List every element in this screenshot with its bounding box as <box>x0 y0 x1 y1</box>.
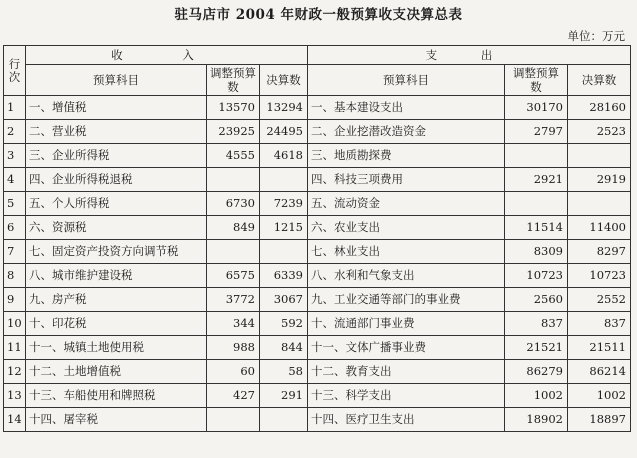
income-item: 四、企业所得税退税 <box>26 168 207 192</box>
exp-adjusted: 837 <box>505 312 568 336</box>
row-no: 4 <box>4 168 26 192</box>
income-final: 1215 <box>260 216 308 240</box>
exp-final: 86214 <box>568 360 631 384</box>
income-final <box>260 240 308 264</box>
header-row-no: 行次 <box>4 46 26 96</box>
income-final: 24495 <box>260 120 308 144</box>
exp-adjusted: 1002 <box>505 384 568 408</box>
exp-final: 2523 <box>568 120 631 144</box>
table-header <box>4 46 631 96</box>
header-expenditure: 支 出 <box>308 46 631 65</box>
income-final <box>260 408 308 432</box>
header-income-item: 预算科目 <box>26 65 207 96</box>
exp-item: 十、流通部门事业费 <box>308 312 505 336</box>
income-item: 二、营业税 <box>26 120 207 144</box>
exp-final: 18897 <box>568 408 631 432</box>
income-adjusted <box>207 408 260 432</box>
exp-item: 二、企业挖潜改造资金 <box>308 120 505 144</box>
income-final <box>260 168 308 192</box>
income-adjusted: 6730 <box>207 192 260 216</box>
row-no: 1 <box>4 96 26 120</box>
row-no: 8 <box>4 264 26 288</box>
row-no: 12 <box>4 360 26 384</box>
income-adjusted: 60 <box>207 360 260 384</box>
unit-label: 单位：万元 <box>567 29 625 43</box>
exp-item: 五、流动资金 <box>308 192 505 216</box>
income-adjusted: 988 <box>207 336 260 360</box>
header-exp-final: 决算数 <box>568 65 631 96</box>
exp-final: 8297 <box>568 240 631 264</box>
exp-final: 10723 <box>568 264 631 288</box>
income-final: 844 <box>260 336 308 360</box>
exp-item: 十二、教育支出 <box>308 360 505 384</box>
row-no: 11 <box>4 336 26 360</box>
table-row <box>4 168 631 192</box>
exp-adjusted: 2921 <box>505 168 568 192</box>
income-item: 八、城市维护建设税 <box>26 264 207 288</box>
header-income: 收 入 <box>26 46 308 65</box>
page-title: 驻马店市 2004 年财政一般预算收支决算总表 <box>174 7 463 23</box>
exp-item: 七、林业支出 <box>308 240 505 264</box>
exp-adjusted: 2797 <box>505 120 568 144</box>
row-no: 14 <box>4 408 26 432</box>
income-final: 13294 <box>260 96 308 120</box>
exp-adjusted: 30170 <box>505 96 568 120</box>
income-final: 592 <box>260 312 308 336</box>
table-row <box>4 216 631 240</box>
exp-item: 三、地质勘探费 <box>308 144 505 168</box>
income-adjusted: 3772 <box>207 288 260 312</box>
income-final: 6339 <box>260 264 308 288</box>
exp-item: 十三、科学支出 <box>308 384 505 408</box>
row-no: 13 <box>4 384 26 408</box>
row-no: 5 <box>4 192 26 216</box>
exp-adjusted: 2560 <box>505 288 568 312</box>
table-row <box>4 120 631 144</box>
exp-final: 28160 <box>568 96 631 120</box>
row-no: 6 <box>4 216 26 240</box>
income-final: 4618 <box>260 144 308 168</box>
income-item: 六、资源税 <box>26 216 207 240</box>
income-final: 3067 <box>260 288 308 312</box>
income-final: 58 <box>260 360 308 384</box>
income-item: 九、房产税 <box>26 288 207 312</box>
income-item: 十四、屠宰税 <box>26 408 207 432</box>
table-row <box>4 312 631 336</box>
income-adjusted: 23925 <box>207 120 260 144</box>
row-no: 3 <box>4 144 26 168</box>
table-row <box>4 144 631 168</box>
table-row <box>4 192 631 216</box>
income-adjusted: 849 <box>207 216 260 240</box>
table-row <box>4 408 631 432</box>
exp-adjusted: 86279 <box>505 360 568 384</box>
row-no: 2 <box>4 120 26 144</box>
income-item: 七、固定资产投资方向调节税 <box>26 240 207 264</box>
exp-adjusted: 21521 <box>505 336 568 360</box>
header-exp-item: 预算科目 <box>308 65 505 96</box>
exp-final <box>568 192 631 216</box>
income-item: 三、企业所得税 <box>26 144 207 168</box>
row-no: 7 <box>4 240 26 264</box>
income-adjusted: 13570 <box>207 96 260 120</box>
exp-adjusted <box>505 144 568 168</box>
income-adjusted: 344 <box>207 312 260 336</box>
exp-adjusted <box>505 192 568 216</box>
header-income-final: 决算数 <box>260 65 308 96</box>
income-adjusted: 427 <box>207 384 260 408</box>
row-no: 10 <box>4 312 26 336</box>
income-item: 十二、土地增值税 <box>26 360 207 384</box>
header-exp-adjusted: 调整预算数 <box>505 65 568 96</box>
table-row <box>4 264 631 288</box>
budget-table <box>3 45 631 432</box>
exp-final <box>568 144 631 168</box>
income-item: 一、增值税 <box>26 96 207 120</box>
table-row <box>4 360 631 384</box>
row-no: 9 <box>4 288 26 312</box>
income-adjusted <box>207 240 260 264</box>
income-adjusted <box>207 168 260 192</box>
table-body <box>4 96 631 432</box>
table-row <box>4 288 631 312</box>
table-row <box>4 96 631 120</box>
exp-final: 11400 <box>568 216 631 240</box>
exp-item: 八、水利和气象支出 <box>308 264 505 288</box>
exp-adjusted: 8309 <box>505 240 568 264</box>
exp-final: 21511 <box>568 336 631 360</box>
exp-adjusted: 10723 <box>505 264 568 288</box>
exp-item: 六、农业支出 <box>308 216 505 240</box>
income-adjusted: 4555 <box>207 144 260 168</box>
income-adjusted: 6575 <box>207 264 260 288</box>
exp-item: 十四、医疗卫生支出 <box>308 408 505 432</box>
income-final: 7239 <box>260 192 308 216</box>
exp-final: 2919 <box>568 168 631 192</box>
exp-final: 1002 <box>568 384 631 408</box>
income-item: 十一、城镇土地使用税 <box>26 336 207 360</box>
income-item: 五、个人所得税 <box>26 192 207 216</box>
income-item: 十、印花税 <box>26 312 207 336</box>
table-row <box>4 336 631 360</box>
exp-item: 四、科技三项费用 <box>308 168 505 192</box>
exp-item: 一、基本建设支出 <box>308 96 505 120</box>
exp-final: 2552 <box>568 288 631 312</box>
income-final: 291 <box>260 384 308 408</box>
exp-item: 十一、文体广播事业费 <box>308 336 505 360</box>
exp-item: 九、工业交通等部门的事业费 <box>308 288 505 312</box>
income-item: 十三、车船使用和牌照税 <box>26 384 207 408</box>
table-row <box>4 384 631 408</box>
exp-adjusted: 11514 <box>505 216 568 240</box>
table-row <box>4 240 631 264</box>
exp-adjusted: 18902 <box>505 408 568 432</box>
header-income-adjusted: 调整预算数 <box>207 65 260 96</box>
exp-final: 837 <box>568 312 631 336</box>
